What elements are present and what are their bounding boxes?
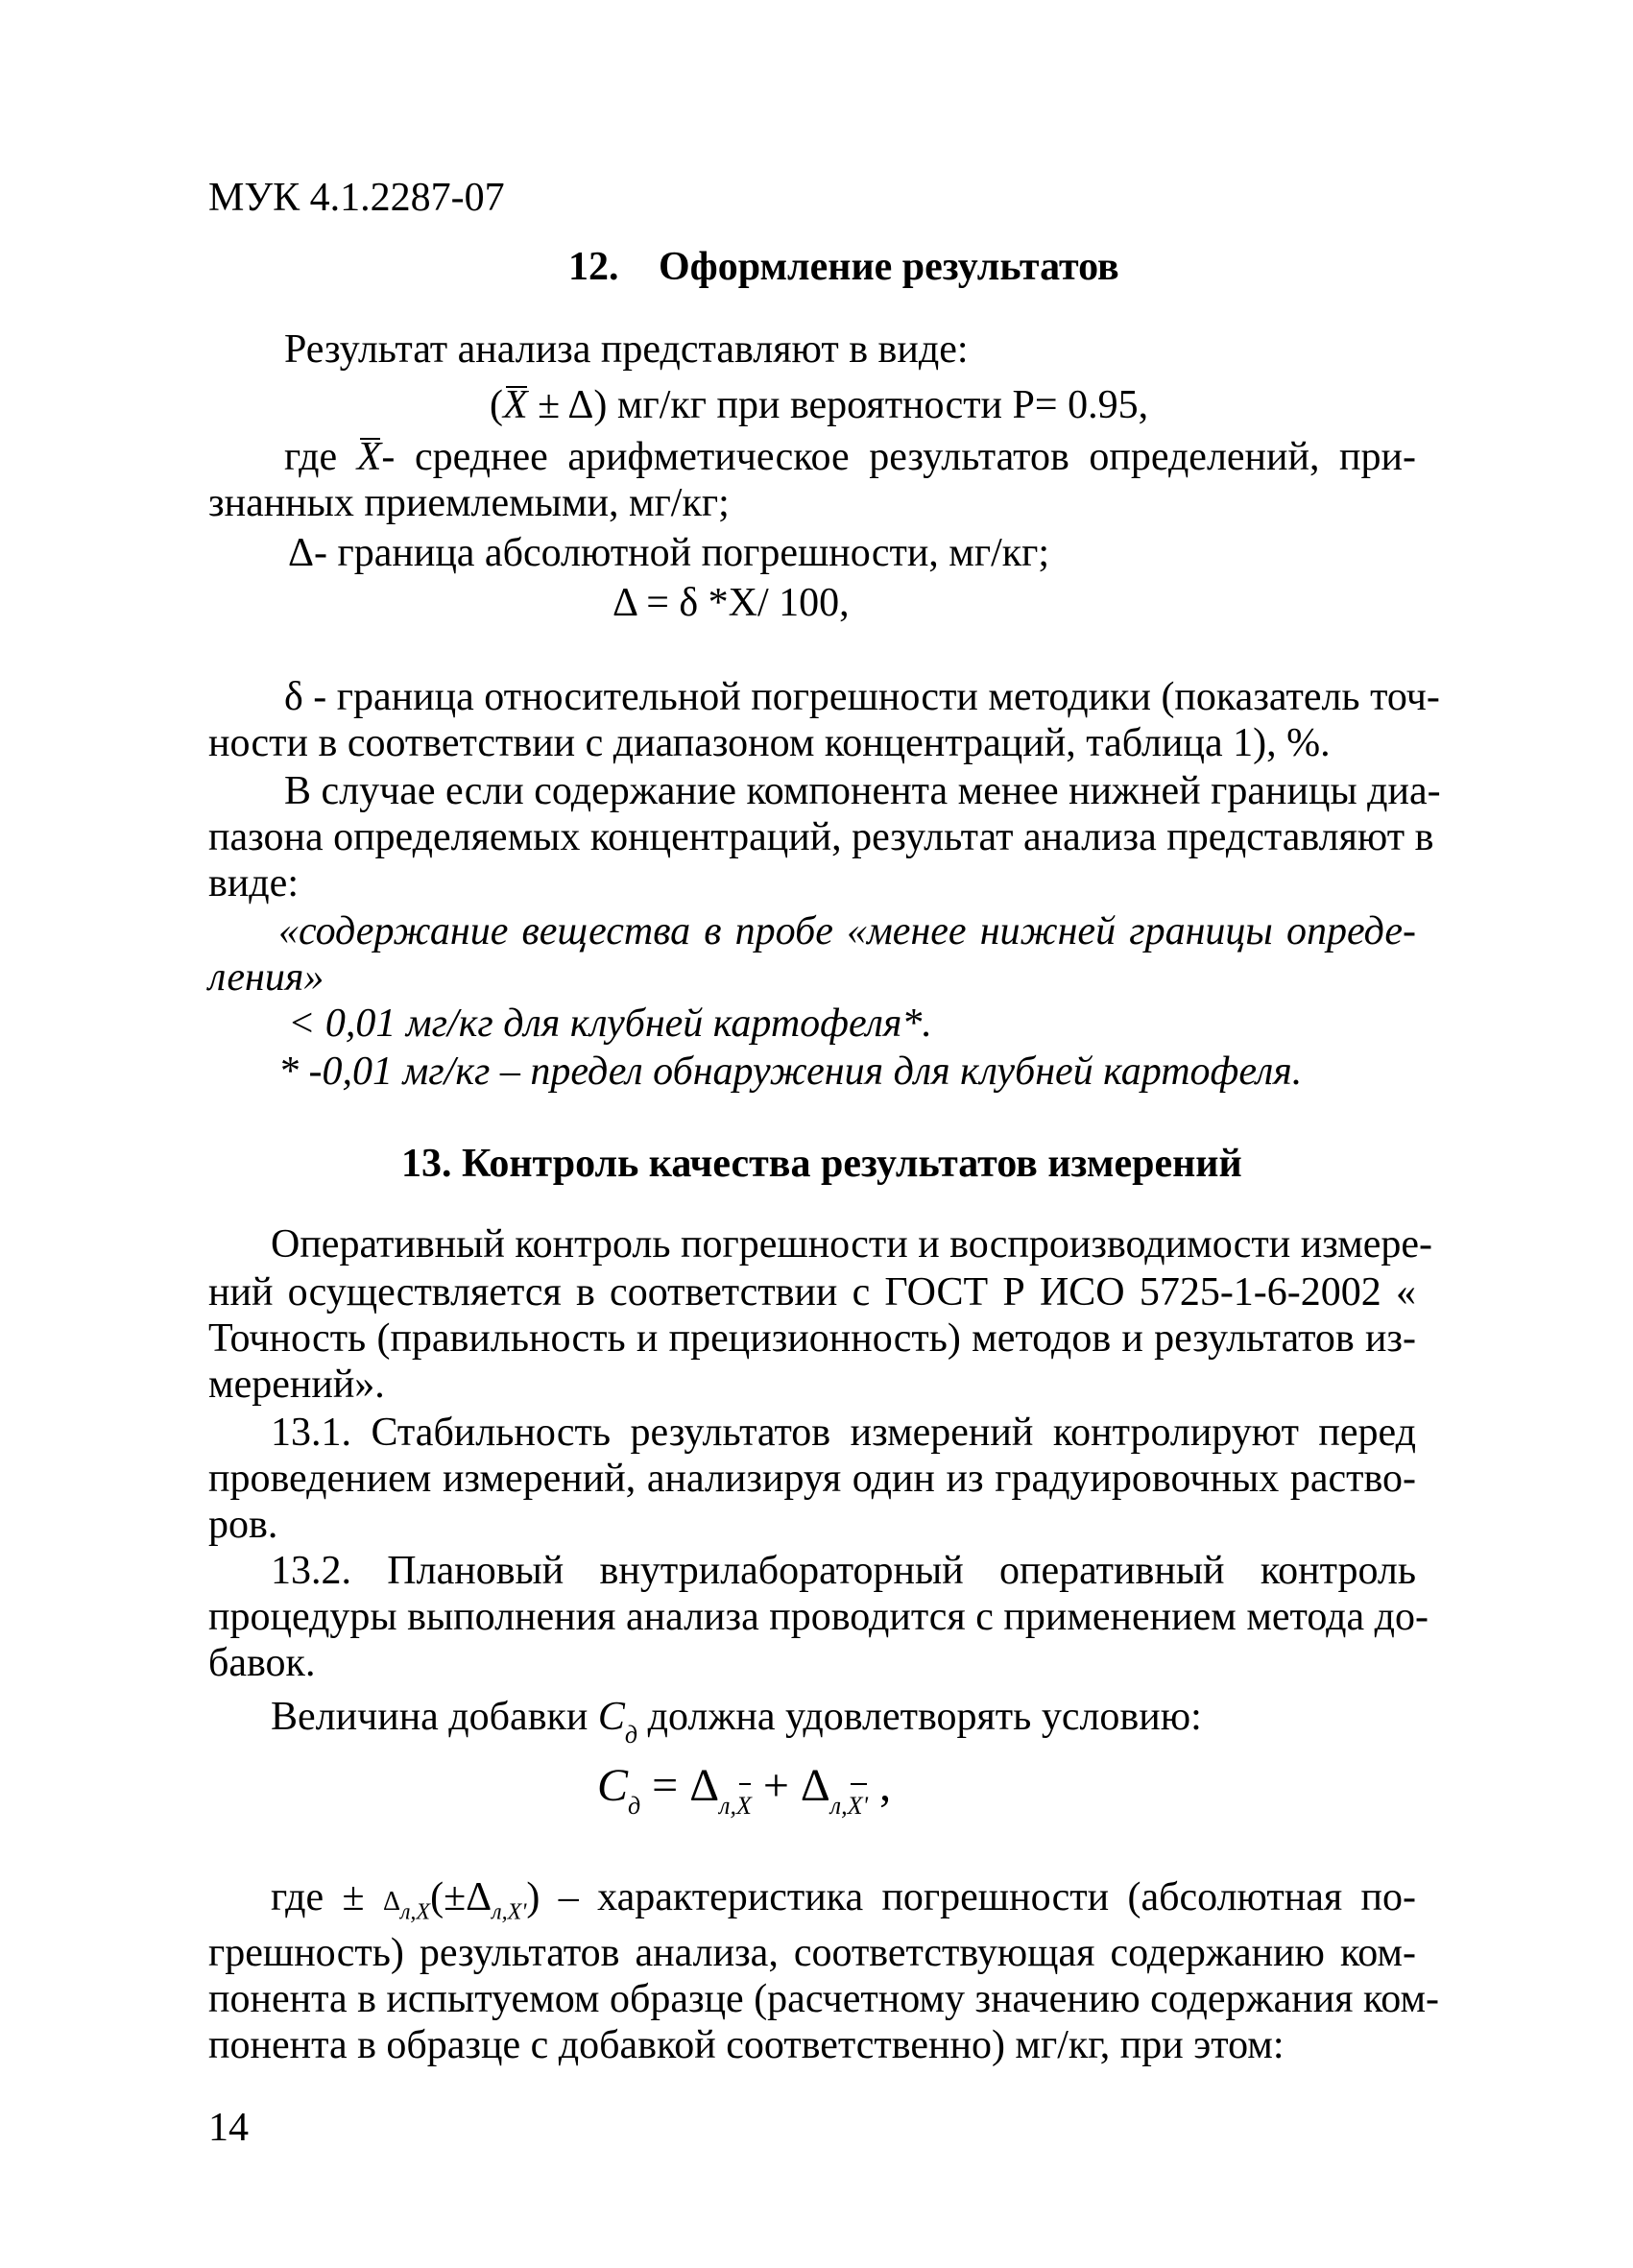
s13-p5-line-1 [271,1874,1416,1935]
f2-eq: = Δ [640,1760,720,1811]
f2-plus: + Δ [751,1760,830,1811]
case-line-2: пазона определяемых концентраций, результат анализа представляют в [208,815,1434,859]
case-line-1: В случае если содержание компонента менее нижней границы диа- [284,769,1441,813]
s13-p5-line-3: понента в испытуемом образце (расчетному значению содержания ком- [208,1977,1440,2021]
s13-p1-line-2: ний осуществляется в соответствии с ГОСТ Р ИСО 5725-1-6-2002 « [208,1270,1416,1315]
f2-sub-2: л, [829,1792,848,1820]
delta-rel-line-2: ности в соответствии с диапазоном концентраций, таблица 1), %. [208,721,1331,765]
case-line-3: виде: [208,861,299,905]
section-12-number: 12. [568,245,619,289]
p5-paren: (±Δ [430,1875,492,1919]
s13-p2-line-3: ров. [208,1503,278,1547]
where-x-symbol: X [356,435,382,479]
s13-p5-line-2: грешность) результатов анализа, соответствующая содержанию ком- [208,1931,1416,1975]
p5-paren-sub: л,X' [492,1899,527,1925]
f2-c-sub: д [628,1792,641,1820]
s13-p2-line-1: 13.1. Стабильность результатов измерений контролируют перед [271,1411,1416,1455]
italic-line-1: «содержание вещества в пробе «менее нижней границы опреде- [278,909,1416,953]
s13-p1-line-4: мерений». [208,1363,385,1407]
section-13-title: 13. Контроль качества результатов измерений [401,1142,1242,1186]
p4-c-sub: д [624,1721,638,1749]
f2-x-2: X' [848,1779,868,1833]
page-number: 14 [208,2106,249,2150]
where-x-line [284,434,1416,480]
p4-text-a: Величина добавки [271,1695,588,1739]
where-x-definition: - среднее арифметическое результатов определений, при- [381,435,1416,479]
p5-where: где ± [271,1875,365,1919]
f2-x-1: X [736,1779,752,1833]
x-mean-symbol: X [503,383,528,427]
where-label: где [284,435,338,479]
s13-p3-line-3: бавок. [208,1641,316,1685]
s13-p3-line-1: 13.2. Плановый внутрилабораторный оперативный контроль [271,1549,1416,1593]
p4-c-symbol: С [597,1695,625,1739]
f2-sub-1: л, [719,1792,736,1820]
formula-rest: ± Δ) мг/кг при вероятности Р= 0.95, [527,383,1149,427]
p4-text-b: должна удовлетворять условию: [647,1695,1202,1739]
s13-p4 [271,1694,1202,1749]
where-x-line-2: знанных приемлемыми, мг/кг; [208,481,730,525]
s13-p1-line-1: Оперативный контроль погрешности и воспроизводимости измере- [271,1222,1433,1267]
doc-code: МУК 4.1.2287-07 [208,176,505,220]
s13-p2-line-2: проведением измерений, анализируя один из градуировочных раство- [208,1457,1416,1501]
p5-delta-sub: л,X [399,1899,431,1925]
italic-line-2: ления» [208,955,324,1000]
p5-close: ) [526,1875,540,1919]
result-formula [490,382,1148,428]
formula-open-paren: ( [490,383,503,427]
f2-end: , [868,1760,892,1811]
s13-p3-line-2: процедуры выполнения анализа проводится с применением метода до- [208,1595,1429,1639]
delta-formula: Δ = δ *X/ 100, [612,581,850,625]
delta-definition: Δ- граница абсолютной погрешности, мг/кг; [288,531,1050,575]
additive-formula [597,1759,891,1820]
p5-rest: – характеристика погрешности (абсолютная по- [540,1875,1416,1919]
section-12-title: Оформление результатов [659,245,1119,289]
delta-rel-line-1: δ - граница относительной погрешности методики (показатель точ- [284,675,1440,719]
s13-p5-line-4: понента в образце с добавкой соответственно) мг/кг, при этом: [208,2023,1285,2067]
f2-c: С [597,1760,629,1811]
section-12-intro: Результат анализа представляют в виде: [284,327,969,372]
italic-line-4: * -0,01 мг/кг – предел обнаружения для клубней картофеля. [278,1050,1303,1094]
s13-p1-line-3: Точность (правильность и прецизионность) методов и результатов из- [208,1316,1416,1361]
italic-line-3: < 0,01 мг/кг для клубней картофеля*. [288,1001,932,1046]
p5-delta: Δ [382,1887,400,1917]
